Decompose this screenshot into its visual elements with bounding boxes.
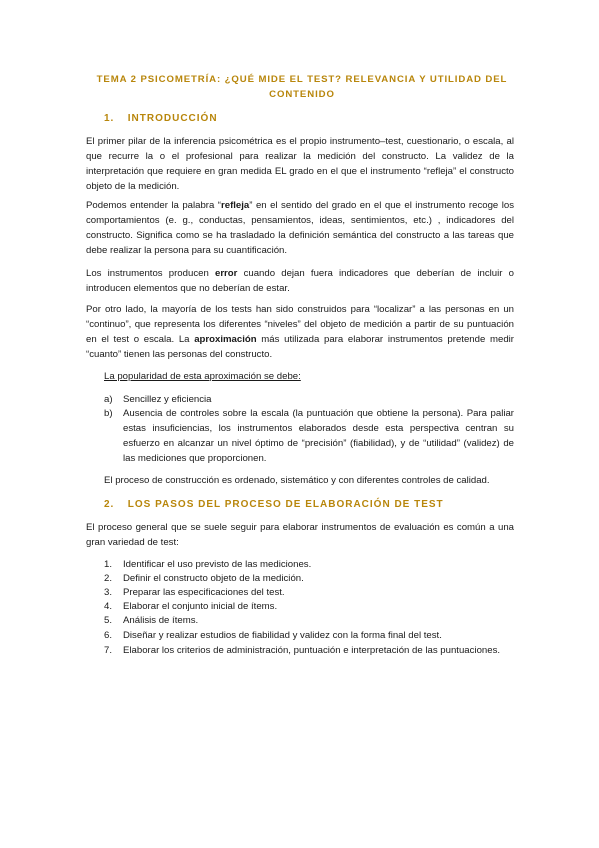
section-1-title: INTRODUCCIÓN: [127, 113, 218, 124]
reason-item: [104, 392, 514, 407]
popularity-label: La popularidad de esta aproximación se debe:: [104, 371, 301, 382]
section-2-title: LOS PASOS DEL PROCESO DE ELABORACIÓN DE TEST: [127, 499, 444, 510]
section-1-number: 1.: [104, 113, 115, 124]
step-text: Análisis de ítems.: [123, 615, 199, 626]
step-item: [104, 571, 514, 586]
p3-bold-error: error: [214, 268, 238, 279]
step-item: [104, 613, 514, 628]
section-1-heading: [104, 111, 218, 126]
p3-text-a: Los instrumentos producen: [86, 268, 215, 279]
step-text: Preparar las especificaciones del test.: [123, 587, 285, 598]
p2-text-a: Podemos entender la palabra “: [86, 200, 221, 211]
section-2-heading: [104, 497, 444, 512]
step-number: 5.: [104, 615, 113, 626]
intro-paragraph-1: El primer pilar de la inferencia psicométrica es el propio instrumento–test, cuestionario, o escala, al que recurre la o el profesional para realizar la medición del constructo. La validez de la interpretación que requiere en gran medida EL grado en el que el instrumento “refleja” el constructo objeto de la medición.: [86, 136, 514, 192]
step-number: 3.: [104, 587, 113, 598]
reason-item: [104, 406, 514, 466]
step-number: 1.: [104, 559, 113, 570]
intro-paragraph-3: [86, 266, 514, 296]
reason-marker: b): [104, 408, 113, 419]
step-text: Identificar el uso previsto de las mediciones.: [123, 559, 312, 570]
reason-text: Ausencia de controles sobre la escala (la puntuación que obtiene la persona). Para paliar estas insuficiencias, los instrumentos elaborados desde esta perspectiva centran su esfuerzo en alcanzar un nivel óptimo de “precisión” (fiabilidad), y de “utilidad” (validez) de las mediciones que proporcionen.: [123, 408, 514, 464]
step-text: Diseñar y realizar estudios de fiabilidad y validez con la forma final del test.: [123, 630, 442, 641]
p4-bold-aproximacion: aproximación: [194, 334, 257, 345]
step-item: [104, 628, 514, 643]
step-number: 7.: [104, 645, 113, 656]
reason-marker: a): [104, 394, 113, 405]
step-text: Definir el constructo objeto de la medición.: [123, 573, 304, 584]
p2-bold-refleja: refleja: [221, 200, 250, 211]
intro-paragraph-4: [86, 302, 514, 362]
section-2-number: 2.: [104, 499, 115, 510]
p4-text-a: Por otro lado, la mayoría de los tests han sido construidos para “localizar” a las personas en un “continuo”, que representa los diferentes “niveles” del objeto de medición a partir de su puntuación en el test o escala. La: [86, 304, 514, 345]
step-text: Elaborar los criterios de administración, puntuación e interpretación de las puntuaciones.: [123, 645, 501, 656]
step-item: [104, 585, 514, 600]
section-2-intro: El proceso general que se suele seguir para elaborar instrumentos de evaluación es común a una gran variedad de test:: [86, 522, 514, 548]
step-text: Elaborar el conjunto inicial de ítems.: [123, 601, 278, 612]
p2-text-c: ” en el sentido del grado en el que el instrumento recoge los comportamientos (e. g., conductas, pensamientos, ideas, sentimientos, etc.) , indicadores del constructo. Significa como se ha trasladado la definición semántica del constructo a las tareas que debe realizar la persona para su cuantificación.: [86, 200, 514, 256]
intro-paragraph-2: [86, 198, 514, 258]
step-item: [104, 643, 514, 658]
step-number: 4.: [104, 601, 113, 612]
p3-text-c: cuando dejan fuera indicadores que deberían de incluir o introducen elementos que no deberían de estar.: [86, 268, 514, 294]
step-number: 6.: [104, 630, 113, 641]
p4-text-c: más utilizada para elaborar instrumentos pretende medir “cuanto” tienen las personas del constructo.: [86, 334, 514, 360]
reason-text: Sencillez y eficiencia: [123, 394, 212, 405]
step-item: [104, 557, 514, 572]
closing-statement: El proceso de construcción es ordenado, sistemático y con diferentes controles de calidad.: [104, 475, 490, 486]
document-title: TEMA 2 PSICOMETRÍA: ¿QUÉ MIDE EL TEST? RELEVANCIA Y UTILIDAD DEL CONTENIDO: [96, 74, 508, 100]
step-item: [104, 599, 514, 614]
step-number: 2.: [104, 573, 113, 584]
